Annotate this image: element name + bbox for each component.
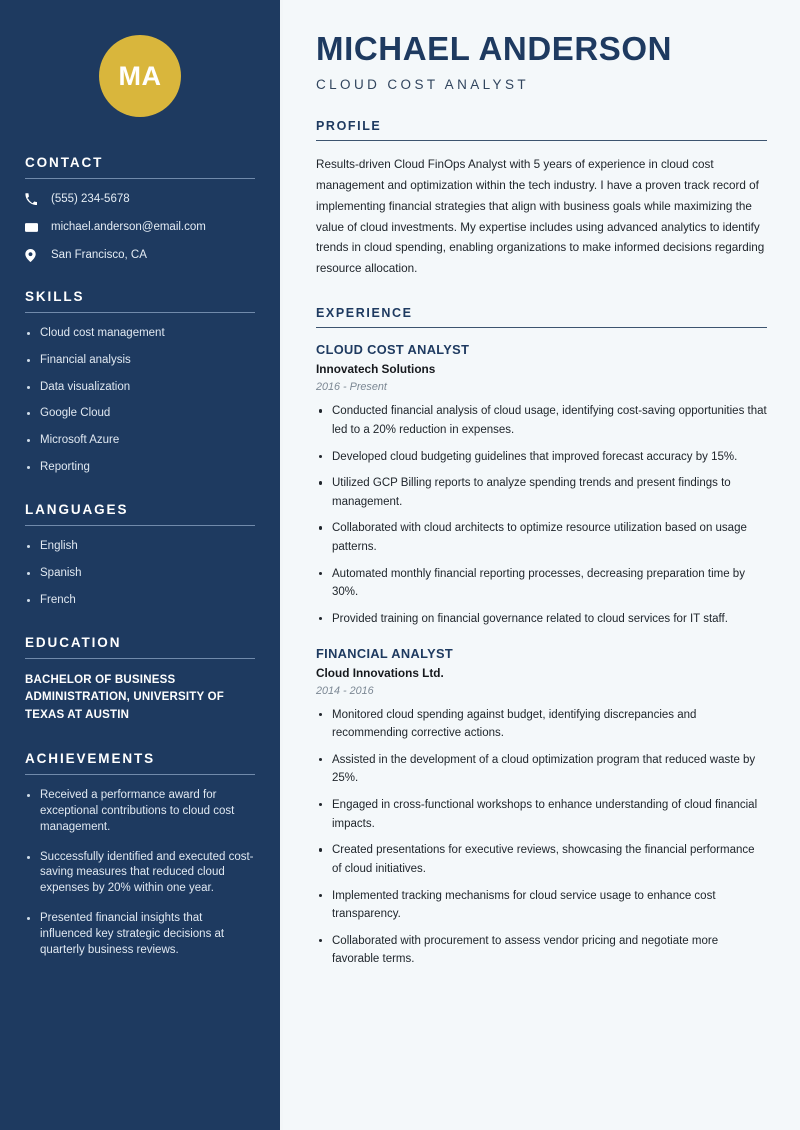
phone-icon [25,193,42,205]
section-heading-profile: PROFILE [316,118,382,133]
list-item: Successfully identified and executed cost-saving measures that reduced cloud expenses by 20% within one year. [25,850,255,898]
email-icon [25,221,42,234]
location-pin-icon [25,249,42,262]
list-item: Spanish [25,566,255,582]
sidebar-section-skills [25,289,255,476]
contact-item-location[interactable] [25,248,255,263]
avatar-container [25,0,255,155]
contact-item-email[interactable] [25,220,255,235]
contact-value-phone: (555) 234-5678 [51,193,130,205]
divider [25,178,255,179]
list-item: Presented financial insights that influenced key strategic decisions at quarterly business reviews. [25,911,255,959]
section-experience [316,306,767,969]
contact-list [25,192,255,263]
divider [316,327,767,328]
list-item: Implemented tracking mechanisms for cloud service usage to enhance cost transparency. [316,887,767,924]
section-heading-experience: EXPERIENCE [316,306,413,321]
divider [25,774,255,775]
list-item: Google Cloud [25,406,255,422]
list-item: Monitored cloud spending against budget, identifying discrepancies and recommending corrective actions. [316,706,767,743]
divider [25,312,255,313]
section-profile [316,119,767,280]
list-item: Engaged in cross-functional workshops to enhance understanding of cloud financial impacts. [316,796,767,833]
list-item: Provided training on financial governance related to cloud services for IT staff. [316,610,767,629]
education-entry: BACHELOR OF BUSINESS ADMINISTRATION, UNIVERSITY OF TEXAS AT AUSTIN [25,673,224,722]
sidebar [0,0,280,1130]
sidebar-heading-achievements: ACHIEVEMENTS [25,750,156,766]
sidebar-heading-languages: LANGUAGES [25,501,129,517]
sidebar-heading-education: EDUCATION [25,634,122,650]
list-item: Automated monthly financial reporting processes, decreasing preparation time by 30%. [316,565,767,602]
divider [25,658,255,659]
job-dates: 2014 - 2016 [316,684,374,697]
sidebar-section-languages [25,502,255,609]
contact-value-location: San Francisco, CA [51,248,147,261]
achievements-list [25,788,255,959]
list-item: Data visualization [25,380,255,396]
page-title: MICHAEL ANDERSON [316,30,673,67]
list-item: Cloud cost management [25,326,255,342]
list-item: Collaborated with procurement to assess vendor pricing and negotiate more favorable terms. [316,932,767,969]
list-item: Created presentations for executive reviews, showcasing the financial performance of cloud initiatives. [316,841,767,878]
main-content [283,0,800,1130]
experience-entry [316,342,767,628]
list-item: English [25,539,255,555]
job-header [316,342,767,393]
list-item: Reporting [25,460,255,476]
job-subtitle: CLOUD COST ANALYST [316,76,529,92]
experience-entry [316,646,767,970]
list-item: Developed cloud budgeting guidelines that improved forecast accuracy by 15%. [316,448,767,467]
list-item: Collaborated with cloud architects to optimize resource utilization based on usage patterns. [316,519,767,556]
job-title: CLOUD COST ANALYST [316,342,470,358]
list-item: Financial analysis [25,353,255,369]
avatar: MA [99,35,181,117]
list-item: Conducted financial analysis of cloud usage, identifying cost-saving opportunities that led to a 20% reduction in expenses. [316,402,767,439]
sidebar-heading-skills: SKILLS [25,288,85,304]
skills-list [25,326,255,476]
list-item: Received a performance award for exceptional contributions to cloud cost management. [25,788,255,836]
sidebar-heading-contact: CONTACT [25,155,104,170]
list-item: French [25,593,255,609]
list-item: Microsoft Azure [25,433,255,449]
sidebar-section-achievements [25,751,255,959]
profile-text: Results-driven Cloud FinOps Analyst with 5 years of experience in cloud cost management and optimization within the tech industry. I have a proven track record of implementing financial strategies that align with business goals while maximizing the value of cloud investments. My expertise includes using advanced analytics to identify trends in cloud spending, enabling organizations to make informed decisions regarding resource allocation. [316,158,765,276]
divider [25,525,255,526]
job-title: FINANCIAL ANALYST [316,645,454,661]
list-item: Assisted in the development of a cloud optimization program that reduced waste by 25%. [316,751,767,788]
job-company: Cloud Innovations Ltd. [316,665,444,680]
job-dates: 2016 - Present [316,381,387,394]
job-bullet-list [316,402,767,628]
job-bullet-list [316,706,767,970]
job-header [316,646,767,697]
list-item: Utilized GCP Billing reports to analyze spending trends and present findings to management. [316,474,767,511]
languages-list [25,539,255,609]
contact-item-phone[interactable] [25,192,255,207]
job-company: Innovatech Solutions [316,362,436,377]
divider [316,140,767,141]
contact-value-email: michael.anderson@email.com [51,220,206,233]
sidebar-section-education [25,635,255,725]
sidebar-section-contact [25,155,255,263]
